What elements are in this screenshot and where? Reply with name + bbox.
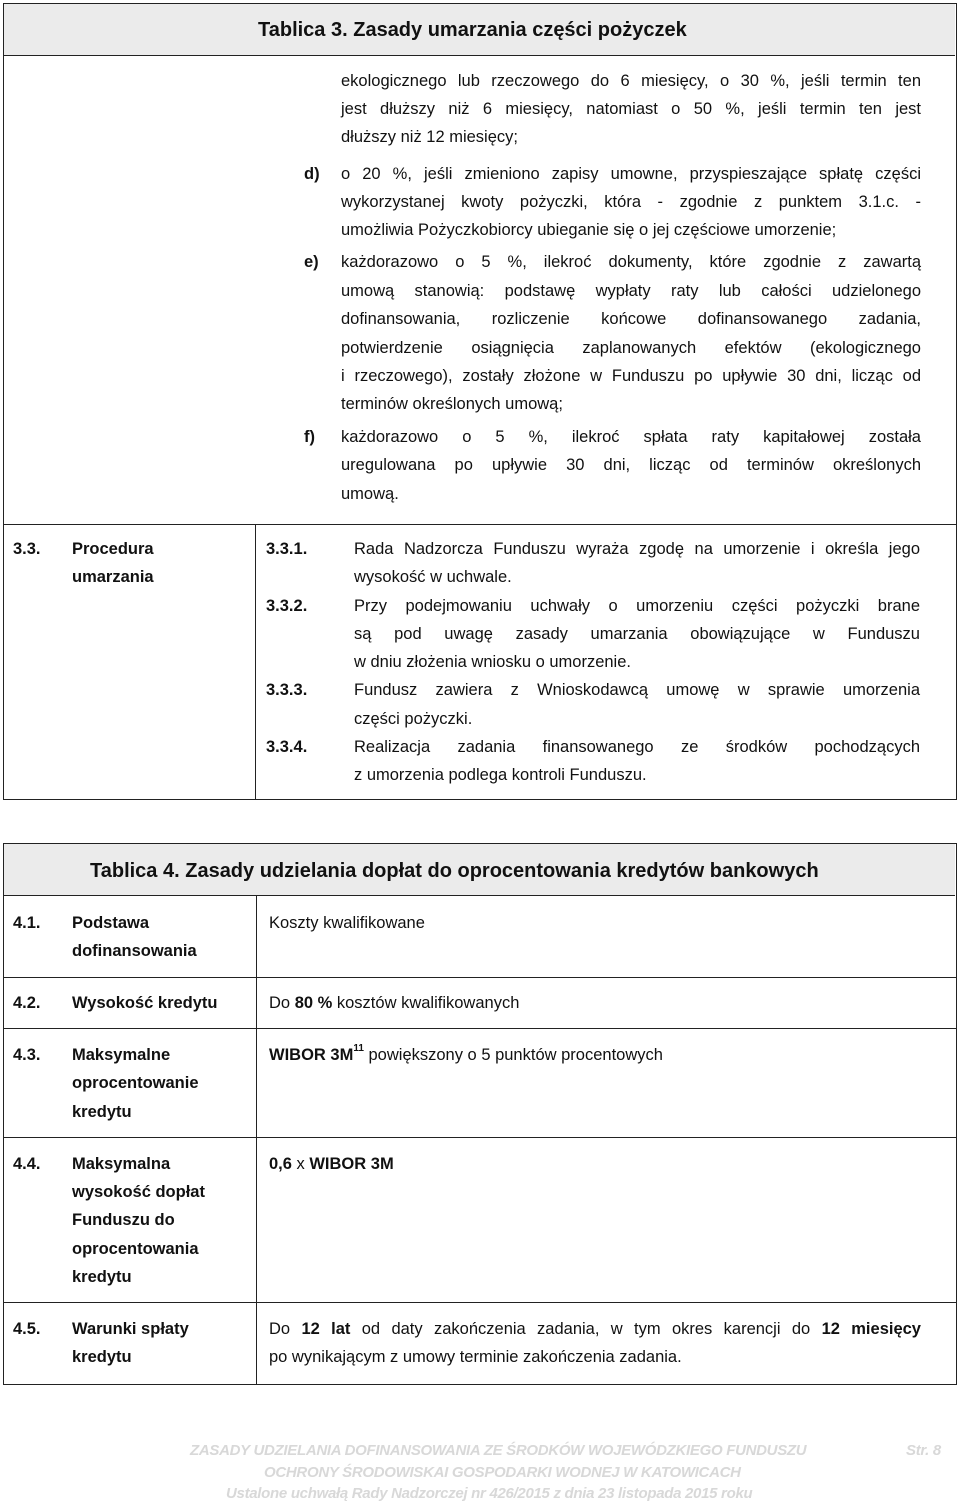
- row-number: 4.1.: [13, 914, 41, 932]
- item-e-line: dofinansowania, rozliczenie końcowe dofinansowanego zadania,: [341, 310, 921, 328]
- value-text: Do: [269, 1320, 302, 1338]
- row-value: [269, 989, 519, 1018]
- point-number: 3.3.3.: [266, 681, 308, 699]
- row-label: Maksymalne: [72, 1046, 171, 1064]
- value-text: od daty zakończenia zadania, w tym okres karencji do: [350, 1320, 822, 1338]
- row-value: po wynikającym z umowy terminie zakończenia zadania.: [269, 1348, 682, 1366]
- column-divider: [255, 524, 256, 799]
- table-4: [3, 843, 957, 1385]
- row-label: kredytu: [72, 1103, 132, 1121]
- point-number: 3.3.2.: [266, 597, 308, 615]
- value-text: kosztów kwalifikowanych: [332, 994, 520, 1012]
- row-divider: [4, 1028, 956, 1029]
- item-f-line: umową.: [341, 485, 399, 503]
- item-e-line: terminów określonych umową;: [341, 395, 563, 413]
- table-4-header: [4, 844, 955, 896]
- footer-line: Ustalone uchwałą Rady Nadzorczej nr 426/2015 z dnia 23 listopada 2015 roku: [226, 1485, 753, 1502]
- item-f-line: każdorazowo o 5 %, ilekroć spłata raty kapitałowej została: [341, 428, 921, 446]
- row-number: 4.5.: [13, 1320, 41, 1338]
- point-number: 3.3.1.: [266, 540, 308, 558]
- row-label: kredytu: [72, 1268, 132, 1286]
- row-label: Funduszu do: [72, 1211, 175, 1229]
- row-value: Koszty kwalifikowane: [269, 914, 425, 932]
- row-value: [269, 1315, 921, 1344]
- footnote-ref: 11: [353, 1043, 364, 1054]
- value-text: Do: [269, 994, 295, 1012]
- row-value: [269, 1150, 394, 1179]
- row-divider: [4, 1137, 956, 1138]
- item-d-line: wykorzystanej kwoty pożyczki, która - zgodnie z punktem 3.1.c. -: [341, 193, 921, 211]
- row-number: 4.2.: [13, 994, 41, 1012]
- point-line: Realizacja zadania finansowanego ze środków pochodzących: [354, 738, 920, 756]
- point-number: 3.3.4.: [266, 738, 308, 756]
- row-value: [269, 1041, 663, 1070]
- row-divider: [4, 524, 956, 525]
- row-label: Procedura: [72, 540, 154, 558]
- point-line: Przy podejmowaniu uchwały o umorzeniu części pożyczki brane: [354, 597, 920, 615]
- footer-line: ZASADY UDZIELANIA DOFINANSOWANIA ZE ŚRODKÓW WOJEWÓDZKIEGO FUNDUSZU: [190, 1442, 807, 1459]
- table-3: [3, 3, 957, 800]
- continuation-line: dłuższy niż 12 miesięcy;: [341, 128, 518, 146]
- row-label: Wysokość kredytu: [72, 994, 218, 1012]
- row-label: Warunki spłaty: [72, 1320, 189, 1338]
- item-d-line: o 20 %, jeśli zmieniono zapisy umowne, przyspieszające spłatę części: [341, 165, 921, 183]
- value-bold: 12 lat: [301, 1320, 351, 1338]
- value-bold: WIBOR 3M: [269, 1046, 354, 1064]
- row-label: kredytu: [72, 1348, 132, 1366]
- row-label: Podstawa: [72, 914, 150, 932]
- row-label: oprocentowania: [72, 1240, 199, 1258]
- row-label: dofinansowania: [72, 942, 197, 960]
- row-label: umarzania: [72, 568, 154, 586]
- continuation-line: jest dłuższy niż 6 miesięcy, natomiast o 50 %, jeśli termin ten jest: [341, 100, 921, 118]
- value-bold: 12 miesięcy: [821, 1320, 921, 1338]
- point-line: wysokość w uchwale.: [354, 568, 512, 586]
- value-text: x: [291, 1155, 310, 1173]
- item-e-line: umową stanowią: podstawę wypłaty raty lub całości udzielonego: [341, 282, 921, 300]
- point-line: części pożyczki.: [354, 710, 473, 728]
- row-divider: [4, 977, 956, 978]
- row-label: oprocentowanie: [72, 1074, 199, 1092]
- value-bold: WIBOR 3M: [309, 1155, 394, 1173]
- item-letter-f: f): [304, 428, 315, 446]
- item-e-line: każdorazowo o 5 %, ilekroć dokumenty, które zgodnie z zawartą: [341, 253, 921, 271]
- continuation-line: ekologicznego lub rzeczowego do 6 miesięcy, o 30 %, jeśli termin ten: [341, 72, 921, 90]
- value-bold: 80 %: [294, 994, 333, 1012]
- point-line: z umorzenia podlega kontroli Funduszu.: [354, 766, 647, 784]
- table-4-title: Tablica 4. Zasady udzielania dopłat do oprocentowania kredytów bankowych: [90, 860, 819, 882]
- point-line: w dniu złożenia wniosku o umorzenie.: [354, 653, 631, 671]
- point-line: Rada Nadzorcza Funduszu wyraża zgodę na umorzenie i określa jego: [354, 540, 920, 558]
- table-3-header: [4, 4, 955, 56]
- row-number: 4.4.: [13, 1155, 41, 1173]
- point-line: są pod uwagę zasady umarzania obowiązujące w Funduszu: [354, 625, 920, 643]
- page-number: Str. 8: [906, 1442, 941, 1459]
- item-e-line: i rzeczowego), zostały złożone w Funduszu po upływie 30 dni, licząc od: [341, 367, 921, 385]
- value-bold: 0,6: [269, 1155, 292, 1173]
- row-divider: [4, 1302, 956, 1303]
- item-letter-d: d): [304, 165, 320, 183]
- footer-line: OCHRONY ŚRODOWISKAI GOSPODARKI WODNEJ W KATOWICACH: [264, 1464, 741, 1481]
- item-d-line: umożliwia Pożyczkobiorcy ubieganie się o jej częściowe umorzenie;: [341, 221, 837, 239]
- item-f-line: uregulowana po upływie 30 dni, licząc od terminów określonych: [341, 456, 921, 474]
- row-number: 3.3.: [13, 540, 41, 558]
- row-label: Maksymalna: [72, 1155, 171, 1173]
- row-number: 4.3.: [13, 1046, 41, 1064]
- item-letter-e: e): [304, 253, 319, 271]
- row-label: wysokość dopłat: [72, 1183, 205, 1201]
- value-text: powiększony o 5 punktów procentowych: [363, 1046, 663, 1064]
- column-divider: [256, 896, 257, 1384]
- table-3-title: Tablica 3. Zasady umarzania części pożyczek: [258, 19, 687, 41]
- point-line: Fundusz zawiera z Wnioskodawcą umowę w sprawie umorzenia: [354, 681, 920, 699]
- item-e-line: potwierdzenie osiągnięcia zaplanowanych efektów (ekologicznego: [341, 339, 921, 357]
